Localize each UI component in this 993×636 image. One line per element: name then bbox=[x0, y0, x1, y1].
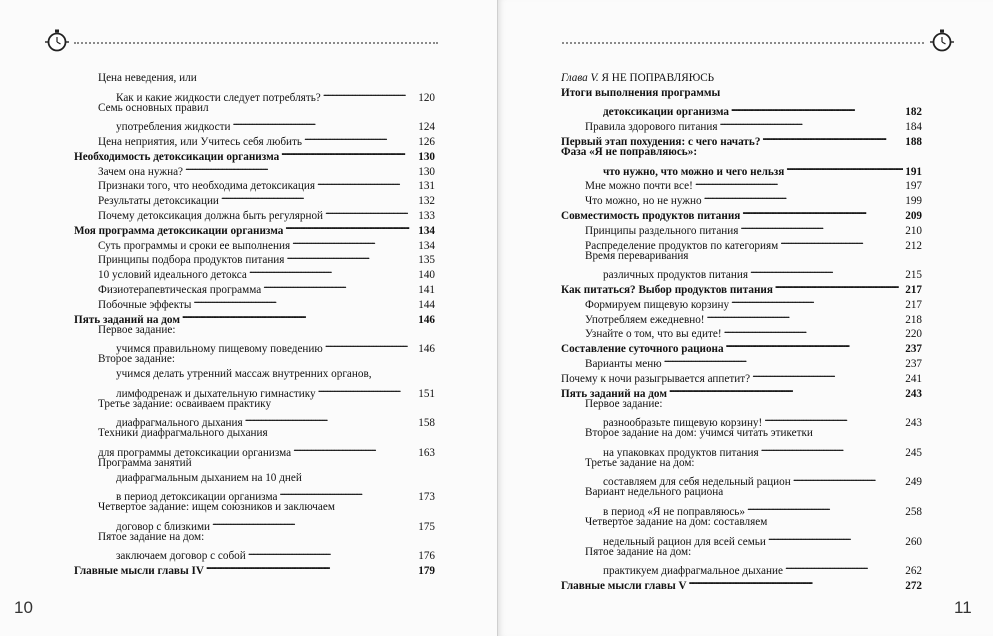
leader-dots bbox=[760, 130, 903, 145]
toc-entry bbox=[74, 441, 435, 459]
toc-page-number: 243 bbox=[905, 387, 922, 400]
leader-dots bbox=[705, 308, 904, 323]
toc-entry-title: Принципы подбора продуктов питания bbox=[98, 254, 285, 267]
leader-dots bbox=[302, 130, 416, 145]
toc-entry bbox=[74, 382, 435, 400]
toc-section-heading bbox=[561, 278, 922, 296]
toc-entry-title: Результаты детоксикации bbox=[98, 195, 219, 208]
toc-entry bbox=[74, 130, 435, 148]
leader-dots bbox=[204, 559, 416, 574]
toc-entry-title: разнообразьте пищевую корзину! bbox=[603, 417, 763, 430]
toc-entry-title: употребления жидкости bbox=[116, 121, 231, 134]
leader-dots bbox=[247, 263, 416, 278]
toc-entry bbox=[561, 500, 922, 518]
leader-dots bbox=[323, 204, 416, 219]
leader-dots bbox=[315, 175, 416, 190]
toc-page-number: 124 bbox=[418, 121, 435, 134]
toc-entry-title: Цена неприятия, или Учитесь себя любить bbox=[98, 135, 302, 148]
toc-section-heading bbox=[561, 86, 922, 101]
toc-entry-title: диафрагмального дыхания bbox=[116, 417, 243, 430]
toc-entry bbox=[561, 293, 922, 311]
toc-entry bbox=[561, 263, 922, 282]
toc-entry-title: Употребляем ежедневно! bbox=[585, 313, 705, 326]
toc-entry-title: Почему к ночи разыгрывается аппетит? bbox=[561, 372, 751, 385]
leader-dots bbox=[321, 86, 416, 101]
toc-entry bbox=[74, 367, 435, 382]
leader-dots bbox=[246, 545, 416, 560]
leader-dots bbox=[729, 101, 903, 116]
toc-entry bbox=[74, 71, 435, 86]
toc-page-number: 130 bbox=[418, 150, 435, 163]
toc-page-number: 134 bbox=[418, 239, 435, 252]
leader-dots bbox=[748, 263, 903, 278]
toc-entry-title: детоксикации организма bbox=[603, 106, 730, 119]
leader-dots bbox=[766, 530, 903, 545]
toc-entry-title: Главные мысли главы IV bbox=[74, 565, 204, 578]
toc-entry-title: Узнайте о том, что вы едите! bbox=[585, 328, 722, 341]
toc-entry bbox=[74, 530, 435, 545]
leader-dots bbox=[180, 308, 416, 323]
toc-entry bbox=[561, 471, 922, 489]
toc-entry-title: составляем для себя недельный рацион bbox=[603, 476, 791, 489]
leader-dots bbox=[773, 278, 903, 293]
toc-section-heading bbox=[561, 337, 922, 356]
toc-page-number: 241 bbox=[905, 372, 922, 385]
leader-dots bbox=[243, 411, 417, 426]
page-number: 10 bbox=[14, 598, 33, 617]
header-dotted-rule bbox=[74, 42, 438, 44]
toc-entry-title: Пятое задание на дом: bbox=[585, 545, 692, 558]
toc-entry-title: Физиотерапевтическая программа bbox=[98, 283, 262, 296]
toc-page-number: 163 bbox=[418, 446, 435, 459]
toc-entry-title: Пятое задание на дом: bbox=[98, 530, 205, 543]
leader-dots bbox=[687, 574, 904, 589]
toc-page-number: 182 bbox=[905, 106, 922, 119]
toc-entry bbox=[561, 323, 922, 341]
toc-entry bbox=[561, 411, 922, 430]
toc-entry bbox=[561, 515, 922, 530]
toc-entry-title: Вариант недельного рациона bbox=[585, 486, 724, 499]
toc-entry-title: Принципы раздельного питания bbox=[585, 224, 739, 237]
toc-entry-title: Правила здорового питания bbox=[585, 121, 718, 134]
toc-entry-title: учимся правильному пищевому поведению bbox=[116, 343, 323, 356]
toc-entry-title: Суть программы и сроки ее выполнения bbox=[98, 239, 291, 252]
leader-dots bbox=[290, 234, 416, 249]
toc-entry-title: в период детоксикации организма bbox=[116, 491, 278, 504]
toc-section-heading bbox=[561, 382, 922, 400]
toc-page-number: 243 bbox=[905, 417, 922, 430]
toc-entry-title: недельный рацион для всей семьи bbox=[603, 535, 766, 548]
toc-entry bbox=[561, 441, 922, 459]
toc-page-number: 120 bbox=[418, 91, 435, 104]
toc-entry-title: лимфодренаж и дыхательную гимнастику bbox=[116, 387, 316, 400]
toc-entry bbox=[561, 308, 922, 326]
toc-page-number: 218 bbox=[905, 313, 922, 326]
leader-dots bbox=[284, 249, 416, 264]
toc-page-number: 179 bbox=[418, 565, 435, 578]
toc-section-heading bbox=[74, 219, 435, 237]
toc-page-number: 217 bbox=[905, 298, 922, 311]
toc-entry-title: Необходимость детоксикации организма bbox=[74, 150, 280, 163]
toc-page-number: 197 bbox=[905, 180, 922, 193]
toc-entry bbox=[74, 397, 435, 412]
toc-entry-title: Признаки того, что необходима детоксикация bbox=[98, 180, 315, 193]
toc-entry bbox=[561, 249, 922, 264]
toc-section-heading bbox=[74, 559, 435, 578]
toc-entry bbox=[74, 189, 435, 208]
leader-dots bbox=[750, 367, 903, 382]
toc-entry-title: для программы детоксикации организма bbox=[98, 446, 292, 459]
leader-dots bbox=[191, 293, 416, 308]
toc-entry-title: Моя программа детоксикации организма bbox=[74, 224, 284, 237]
toc-entry bbox=[74, 204, 435, 222]
toc-page-number: 184 bbox=[905, 121, 922, 134]
toc-entry bbox=[74, 175, 435, 193]
toc-entry-title: Второе задание: bbox=[98, 353, 175, 366]
toc-page-number: 199 bbox=[905, 195, 922, 208]
toc-entry bbox=[74, 337, 435, 356]
toc-entry-title: Программа занятий bbox=[98, 456, 192, 469]
toc-entry-title: Итоги выполнения программы bbox=[561, 86, 721, 99]
toc-page-number: 245 bbox=[905, 446, 922, 459]
toc-page-number: 135 bbox=[418, 254, 435, 267]
toc-page-number: 146 bbox=[418, 343, 435, 356]
toc-entry-title: Совместимость продуктов питания bbox=[561, 209, 741, 222]
toc-section-heading bbox=[561, 574, 922, 592]
leader-dots bbox=[279, 145, 416, 160]
toc-page-number: 210 bbox=[905, 224, 922, 237]
toc-page-number: 144 bbox=[418, 298, 435, 311]
leader-dots bbox=[702, 189, 904, 204]
toc-entry bbox=[74, 234, 435, 252]
leader-dots bbox=[316, 382, 417, 397]
toc-entry bbox=[74, 411, 435, 430]
table-of-contents-left bbox=[74, 71, 435, 578]
toc-entry-title: Первое задание: bbox=[585, 397, 663, 410]
leader-dots bbox=[778, 234, 903, 249]
toc-entry-title: на упаковках продуктов питания bbox=[603, 446, 759, 459]
toc-entry-title: Побочные эффекты bbox=[98, 298, 192, 311]
toc-page-number: 258 bbox=[905, 505, 922, 518]
toc-entry bbox=[561, 397, 922, 412]
leader-dots bbox=[277, 485, 416, 500]
toc-entry bbox=[74, 456, 435, 471]
toc-entry bbox=[74, 352, 435, 367]
toc-entry bbox=[74, 293, 435, 311]
toc-entry bbox=[561, 559, 922, 578]
toc-entry bbox=[561, 485, 922, 500]
toc-entry bbox=[74, 115, 435, 134]
leader-dots bbox=[283, 219, 416, 234]
toc-entry bbox=[74, 500, 435, 515]
toc-entry-title: 10 условий идеального детокса bbox=[98, 269, 247, 282]
toc-entry bbox=[74, 249, 435, 267]
leader-dots bbox=[662, 352, 904, 367]
toc-page-number: 146 bbox=[418, 313, 435, 326]
toc-page-number: 173 bbox=[418, 491, 435, 504]
toc-entry bbox=[561, 234, 922, 252]
toc-page-number: 151 bbox=[418, 387, 435, 400]
toc-page-number: 191 bbox=[905, 165, 922, 178]
toc-page-number: 212 bbox=[905, 239, 922, 252]
toc-entry-title: Третье задание: осваиваем практику bbox=[98, 397, 272, 410]
leader-dots bbox=[718, 115, 904, 130]
right-page bbox=[498, 0, 993, 636]
clock-icon bbox=[928, 28, 956, 56]
toc-page-number: 140 bbox=[418, 269, 435, 282]
toc-section-heading bbox=[561, 204, 922, 222]
toc-entry bbox=[74, 101, 435, 116]
toc-page-number: 272 bbox=[905, 579, 922, 592]
toc-entry bbox=[561, 545, 922, 560]
toc-page-number: 132 bbox=[418, 195, 435, 208]
toc-entry-title: практикуем диафрагмальное дыхание bbox=[603, 565, 783, 578]
toc-page-number: 188 bbox=[905, 135, 922, 148]
toc-entry-title: диафрагмальным дыханием на 10 дней bbox=[116, 471, 302, 484]
toc-page-number: 175 bbox=[418, 520, 435, 533]
toc-entry-title: Формируем пищевую корзину bbox=[585, 298, 730, 311]
chapter-heading bbox=[561, 71, 922, 86]
leader-dots bbox=[759, 441, 904, 456]
toc-entry-title: Фаза «Я не поправляюсь»: bbox=[561, 145, 698, 158]
toc-entry bbox=[561, 175, 922, 193]
leader-dots bbox=[230, 115, 416, 130]
toc-section-heading bbox=[561, 145, 922, 160]
toc-page-number: 237 bbox=[905, 343, 922, 356]
toc-page-number: 176 bbox=[418, 550, 435, 563]
chapter-title: Я НЕ ПОПРАВЛЯЮСЬ bbox=[601, 72, 715, 84]
toc-entry-title: Почему детоксикация должна быть регулярной bbox=[98, 209, 324, 222]
toc-entry bbox=[74, 160, 435, 178]
chapter-prefix: Глава V. bbox=[561, 72, 599, 84]
header-dotted-rule bbox=[562, 42, 924, 44]
toc-entry-title: Четвертое задание: ищем союзников и заключаем bbox=[98, 501, 335, 514]
toc-entry-title: Как и какие жидкости следует потреблять? bbox=[116, 91, 321, 104]
leader-dots bbox=[210, 515, 416, 530]
toc-entry-title: Что можно, но не нужно bbox=[585, 195, 702, 208]
toc-section-heading bbox=[561, 160, 922, 178]
toc-entry bbox=[561, 426, 922, 441]
toc-page-number: 217 bbox=[905, 283, 922, 296]
toc-entry-title: в период «Я не поправляюсь» bbox=[603, 505, 745, 518]
toc-entry-title: Пять заданий на дом bbox=[74, 313, 180, 326]
toc-section-heading bbox=[74, 308, 435, 326]
toc-entry-title: Первое задание: bbox=[98, 323, 176, 336]
toc-entry bbox=[561, 456, 922, 471]
toc-entry-title: различных продуктов питания bbox=[603, 269, 748, 282]
toc-page-number: 249 bbox=[905, 476, 922, 489]
toc-entry bbox=[561, 189, 922, 208]
leader-dots bbox=[738, 219, 903, 234]
toc-entry bbox=[74, 86, 435, 104]
leader-dots bbox=[783, 559, 903, 574]
leader-dots bbox=[323, 337, 416, 352]
toc-entry bbox=[74, 278, 435, 296]
toc-entry bbox=[74, 545, 435, 563]
toc-page-number: 130 bbox=[418, 165, 435, 178]
toc-entry bbox=[74, 515, 435, 533]
leader-dots bbox=[183, 160, 416, 175]
leader-dots bbox=[740, 204, 903, 219]
leader-dots bbox=[791, 471, 904, 486]
toc-entry bbox=[74, 263, 435, 282]
leader-dots bbox=[693, 175, 903, 190]
toc-entry-title: Зачем она нужна? bbox=[98, 165, 184, 178]
toc-section-heading bbox=[561, 101, 922, 119]
toc-entry bbox=[74, 426, 435, 441]
toc-entry-title: Варианты меню bbox=[585, 357, 662, 370]
toc-entry-title: Как питаться? Выбор продуктов питания bbox=[561, 283, 773, 296]
toc-entry bbox=[74, 471, 435, 486]
toc-page-number: 209 bbox=[905, 209, 922, 222]
toc-entry-title: Четвертое задание на дом: составляем bbox=[585, 515, 768, 528]
toc-entry-title: заключаем договор с собой bbox=[116, 550, 246, 563]
toc-entry-title: Мне можно почти все! bbox=[585, 180, 693, 193]
toc-entry-title: Время переваривания bbox=[585, 249, 689, 262]
toc-page-number: 158 bbox=[418, 417, 435, 430]
leader-dots bbox=[729, 293, 903, 308]
leader-dots bbox=[722, 323, 904, 338]
toc-entry-title: Третье задание на дом: bbox=[585, 456, 695, 469]
toc-entry-title: учимся делать утренний массаж внутренних органов, bbox=[116, 367, 372, 380]
toc-entry bbox=[561, 115, 922, 134]
toc-entry bbox=[74, 323, 435, 338]
leader-dots bbox=[219, 189, 416, 204]
toc-page-number: 133 bbox=[418, 209, 435, 222]
toc-section-heading bbox=[74, 145, 435, 163]
leader-dots bbox=[724, 337, 904, 352]
toc-entry bbox=[561, 219, 922, 237]
toc-page-number: 237 bbox=[905, 357, 922, 370]
toc-page-number: 141 bbox=[418, 283, 435, 296]
leader-dots bbox=[784, 160, 903, 175]
toc-page-number: 215 bbox=[905, 269, 922, 282]
table-of-contents-right bbox=[561, 71, 922, 592]
toc-entry bbox=[561, 352, 922, 370]
toc-entry-title: Составление суточного рациона bbox=[561, 343, 724, 356]
toc-entry bbox=[561, 367, 922, 385]
toc-entry-title: Главные мысли главы V bbox=[561, 579, 687, 592]
toc-entry-title: Первый этап похудения: с чего начать? bbox=[561, 135, 761, 148]
leader-dots bbox=[667, 382, 903, 397]
leader-dots bbox=[745, 500, 903, 515]
toc-entry bbox=[74, 485, 435, 504]
toc-entry-title: Семь основных правил bbox=[98, 101, 209, 114]
toc-page-number: 260 bbox=[905, 535, 922, 548]
toc-entry bbox=[561, 530, 922, 548]
toc-entry-title: что нужно, что можно и чего нельзя bbox=[603, 165, 785, 178]
toc-entry-title: договор с близкими bbox=[116, 520, 211, 533]
leader-dots bbox=[762, 411, 903, 426]
toc-entry-title: Второе задание на дом: учимся читать этикетки bbox=[585, 427, 813, 440]
clock-icon bbox=[43, 28, 71, 56]
leader-dots bbox=[291, 441, 416, 456]
page-number: 11 bbox=[954, 598, 972, 617]
toc-page-number: 134 bbox=[418, 224, 435, 237]
toc-entry-title: Распределение продуктов по категориям bbox=[585, 239, 779, 252]
toc-entry-title: Пять заданий на дом bbox=[561, 387, 667, 400]
toc-entry-title: Техники диафрагмального дыхания bbox=[98, 427, 268, 440]
toc-section-heading bbox=[561, 130, 922, 148]
toc-page-number: 220 bbox=[905, 328, 922, 341]
leader-dots bbox=[261, 278, 416, 293]
toc-page-number: 262 bbox=[905, 565, 922, 578]
toc-page-number: 131 bbox=[418, 180, 435, 193]
toc-page-number: 126 bbox=[418, 135, 435, 148]
toc-entry-title: Цена неведения, или bbox=[98, 72, 197, 84]
